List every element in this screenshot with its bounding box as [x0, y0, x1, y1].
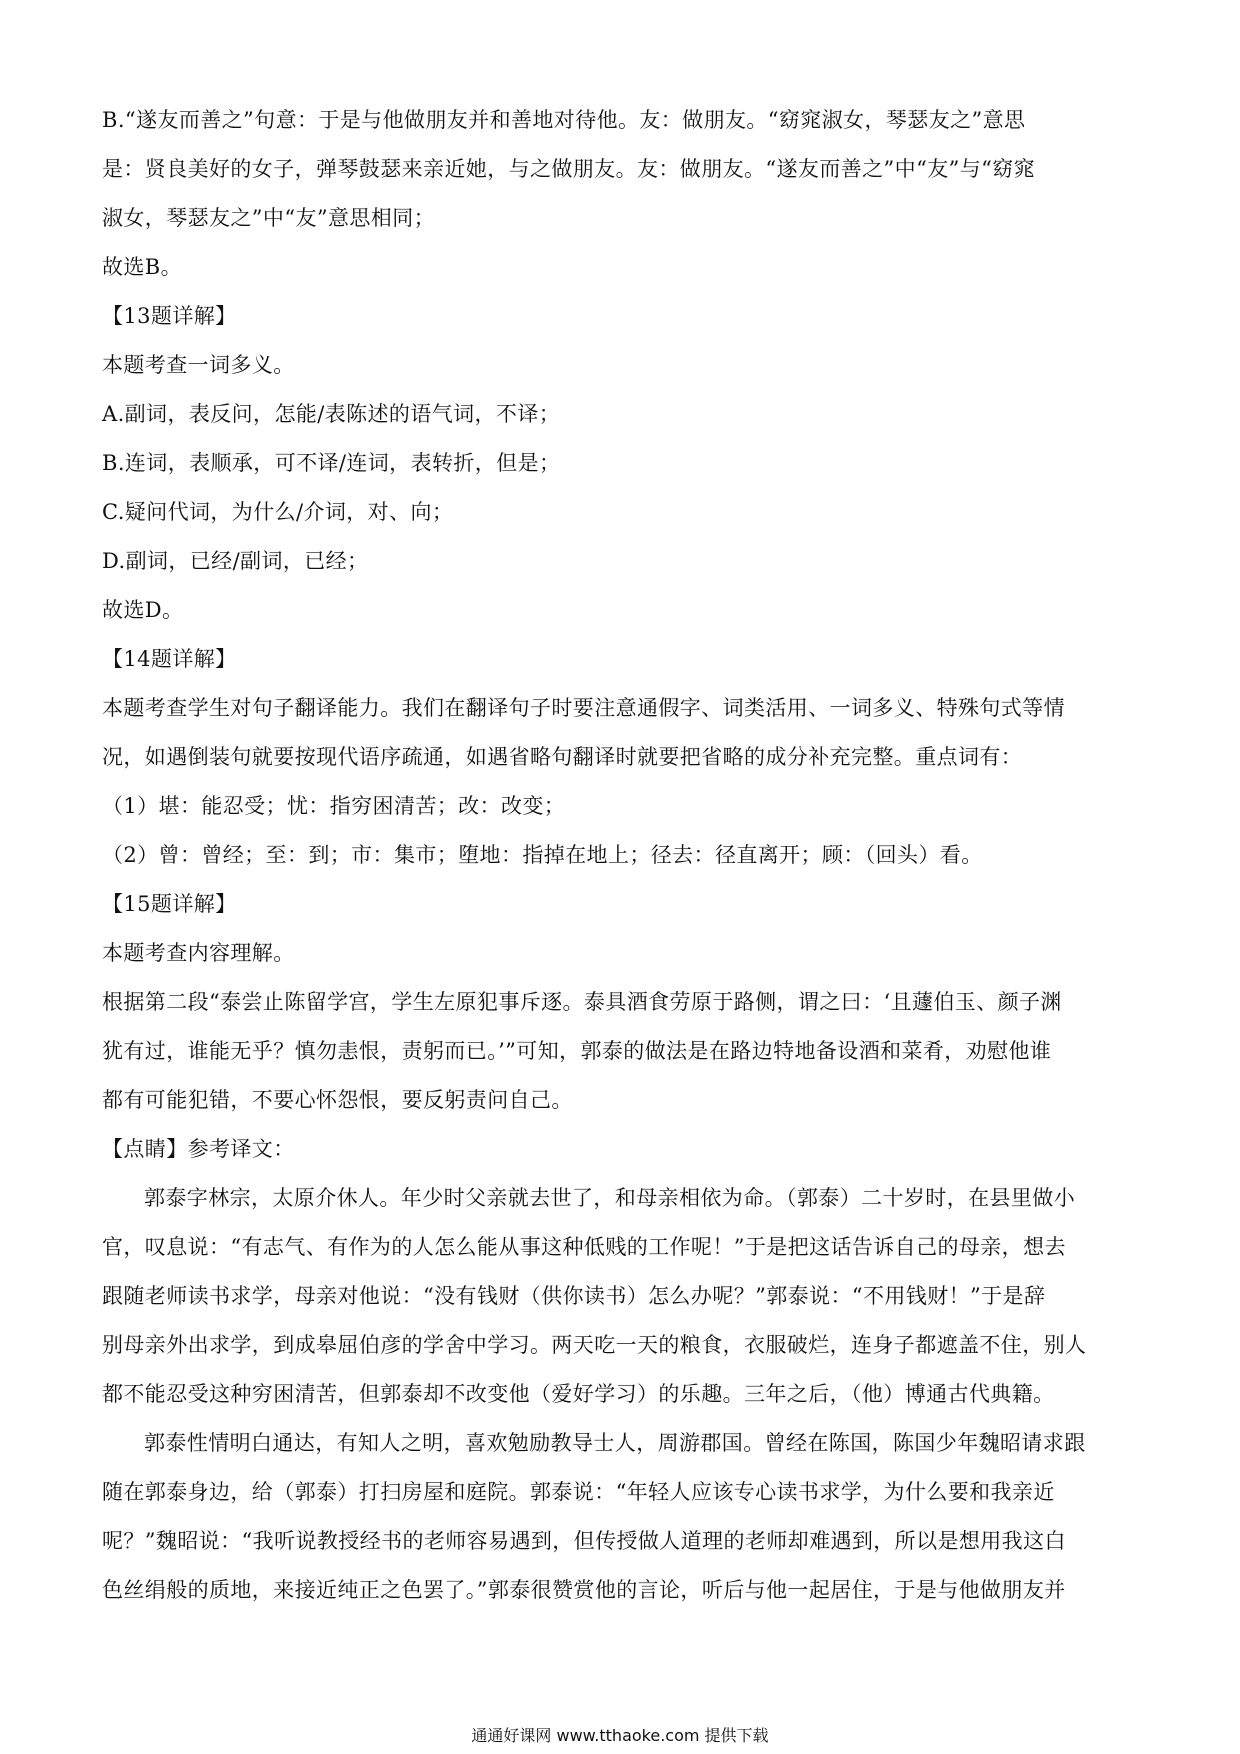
text-line: C.疑问代词，为什么/介词，对、向； [102, 500, 454, 524]
text-line: 是：贤良美好的女子，弹琴鼓瑟来亲近她，与之做朋友。友：做朋友。“遂友而善之”中“友”与“窈窕 [102, 157, 1036, 181]
text-line: 跟随老师读书求学，母亲对他说：“没有钱财（供你读书）怎么办呢？”郭泰说：“不用钱财！”于是辞 [102, 1284, 1046, 1308]
text-line: D.副词，已经/副词，已经； [102, 549, 369, 573]
text-line: 郭泰性情明白通达，有知人之明，喜欢勉励教导士人，周游郡国。曾经在陈国，陈国少年魏昭请求跟 [144, 1431, 1086, 1455]
text-line: 别母亲外出求学，到成皋屈伯彦的学舍中学习。两天吃一天的粮食，衣服破烂，连身子都遮盖不住，别人 [102, 1333, 1087, 1357]
text-line: 色丝绢般的质地，来接近纯正之色罢了。”郭泰很赞赏他的言论，听后与他一起居住，于是与他做朋友并 [102, 1578, 1066, 1602]
text-line: B.连词，表顺承，可不译/连词，表转折，但是； [102, 451, 561, 475]
text-line: 淑女，琴瑟友之”中“友”意思相同； [102, 206, 436, 230]
text-line: 【点睛】参考译文： [102, 1137, 295, 1161]
text-line: 【15题详解】 [102, 892, 237, 916]
text-line: 本题考查一词多义。 [102, 353, 295, 377]
text-line: 根据第二段“泰尝止陈留学宫，学生左原犯事斥逐。泰具酒食劳原于路侧，谓之曰：‘且蘧伯玉、颜子渊 [102, 990, 1062, 1014]
text-line: 故选B。 [102, 255, 183, 279]
document-body [102, 96, 1138, 1615]
text-line: 随在郭泰身边，给（郭泰）打扫房屋和庭院。郭泰说：“年轻人应该专心读书求学，为什么要和我亲近 [102, 1480, 1055, 1504]
text-line: 本题考查内容理解。 [102, 941, 295, 965]
page-footer: 通通好课网 www.tthaoke.com 提供下载 [471, 1726, 769, 1745]
text-line: （1）堪：能忍受；忧：指穷困清苦；改：改变； [102, 794, 566, 818]
text-line: （2）曾：曾经；至：到；市：集市；堕地：指掉在地上；径去：径直离开；顾：（回头）看。 [102, 843, 983, 867]
text-line: 都有可能犯错，不要心怀怨恨，要反躬责问自己。 [102, 1088, 573, 1112]
text-line: 官，叹息说：“有志气、有作为的人怎么能从事这种低贱的工作呢！”于是把这话告诉自己的母亲，想去 [102, 1235, 1066, 1259]
text-line: 犹有过，谁能无乎？慎勿恚恨，责躬而已。’”可知，郭泰的做法是在路边特地备设酒和菜肴，劝慰他谁 [102, 1039, 1052, 1063]
text-line: 故选D。 [102, 598, 184, 622]
text-line: 况，如遇倒装句就要按现代语序疏通，如遇省略句翻译时就要把省略的成分补充完整。重点词有： [102, 745, 1023, 769]
text-line: 【14题详解】 [102, 647, 237, 671]
text-line: A.副词，表反问，怎能/表陈述的语气词，不译； [102, 402, 561, 426]
text-line: 呢？”魏昭说：“我听说教授经书的老师容易遇到，但传授做人道理的老师却难遇到，所以是想用我这白 [102, 1529, 1066, 1553]
text-line: 都不能忍受这种穷困清苦，但郭泰却不改变他（爱好学习）的乐趣。三年之后，（他）博通古代典籍。 [102, 1382, 1055, 1406]
text-line: 本题考查学生对句子翻译能力。我们在翻译句子时要注意通假字、词类活用、一词多义、特殊句式等情 [102, 696, 1065, 720]
text-line: 【13题详解】 [102, 304, 237, 328]
text-line: B.“遂友而善之”句意：于是与他做朋友并和善地对待他。友：做朋友。“窈窕淑女，琴瑟友之”意思 [102, 108, 1026, 132]
text-line: 郭泰字林宗，太原介休人。年少时父亲就去世了，和母亲相依为命。（郭泰）二十岁时，在县里做小 [144, 1186, 1076, 1210]
